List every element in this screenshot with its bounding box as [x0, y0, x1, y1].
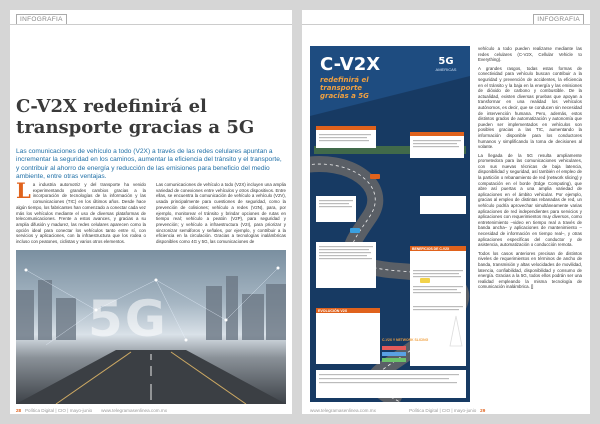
infographic-poster [310, 46, 470, 402]
road-5g-photo [16, 250, 286, 404]
left-footer [16, 408, 167, 413]
box-network-title: C-V2X Y NETWORK SLICING [382, 338, 429, 342]
logo-5g: 5G [438, 56, 454, 67]
right-para-3: La llegada de la 5G resulta ampliamente prometedora para las comunicaciones vehiculares, con sus nuevas técnicas de baja latencia, disponibilidad y seguridad, así también el empleo de la partición o rebanamiento de red (network slicing) y computación en el borde (Edge Computing), que abre así puertas a una amplia variedad de aplicaciones en el ámbito vehicular. Por ejemplo, gracias al empleo de distintas rebanadas de red, un vehículo podría aprovechar simultáneamente varias aplicaciones de red independientes para servicios y aplicaciones con requerimientos muy diversos, como entretenimiento –video en tiempo real a través de banda ancha– y aplicaciones de mantenimiento –necesidad de información en tiempo real–, y otras aplicaciones específicas del conductor y de asistencia, automatización o conducción remota. [478, 152, 582, 248]
footer-url-right: www.telegramasenlinea.com.mx [310, 408, 376, 413]
box-beneficios-title: BENEFICIOS DE C-V2X [412, 247, 450, 251]
body-column-2: Las comunicaciones de vehículo a todo (V2X) incluyen una amplia variedad de conexiones entre vehículos y otros dispositivos. Entre ellas, se encuentra la comunicación de vehículo a vehículo (V2V), usada principalmente para cuestiones de seguridad, como la prevención de colisiones; vehículo a redes (V2N), para, por ejemplo, monitorear el tránsito y brindar opciones de rutas en tiempo real; vehículo a peatón (V2P), para seguridad y prevención; y vehículo a infraestructura (V2I), para priorizar y sincronizar semáforos y señales, por ejemplo, y contribuir a la eficiencia en la circulación. Gracias a tecnologías inalámbricas disponibles como 4G y 5G, las comunicaciones de [156, 182, 286, 245]
right-para-4: Todos los casos anteriores precisan de distintos niveles de requerimientos en términos de ancho de banda, transmisión y altas velocidades de movilidad, latencia, confiabilidad, disponibilidad y consumo de energía. Gracias a la 5G, todos ellos podrán ser una realidad empleando la misma tecnología de comunicación inalámbrica. [] [478, 250, 582, 290]
right-page [302, 10, 590, 414]
right-para-2: A grandes rasgos, todas estas formas de conectividad para vehículo buscan contribuir a la seguridad y prevención de accidentes, la eficiencia en el tránsito y la baja en la energía y las emisiones de dióxido de carbono y combustible. De la actualidad, existen diversas pruebas que apoyan a transformar en una realidad los vehículos autónomos, es decir, que se conducen sin necesidad de intervención humana. Pero, además, estos distintos grados de automatización y autonomía que pueden ser implementados en vehículos son posibles gracias a las TIC, aumentando la información disponible para los conductores humanos y simplificando la toma de decisiones al volante. [478, 65, 582, 150]
body-column-1 [16, 178, 146, 245]
dropcap: L [16, 178, 31, 203]
top-rule [10, 24, 292, 25]
footer-url: www.telegramasenlinea.com.mx [101, 408, 168, 413]
right-footer [310, 408, 485, 413]
page-number-right: 29 [480, 408, 486, 413]
page-title: C-V2X redefinirá el transporte gracias a 5G [16, 96, 255, 138]
body-column-1-text: a industria automotriz y del transporte ha venido experimentando grandes cambios gracias a la incorporación de tecnologías de la información y las comunicaciones (TIC) en los últimos años. Desde hace algún tiempo, los fabricantes han comenzado a conectar cada vez más los vehículos mediante el uso de diversas plataformas de telecomunicaciones. Frente a estos avances, y gracias a su amplia difusión y madurez, las redes celulares aparecen como la opción ideal para conectar los vehículos tanto entre sí, con servicios y aplicaciones, con la infraestructura que los rodea o incluso con peatones, ciclistas y varios otros elementos. [16, 182, 146, 245]
5g-americas-logo [428, 56, 464, 72]
photo-5g-text: 5G [88, 290, 168, 348]
right-para-1: vehículo a todo pueden realizarse mediante las redes celulares (C-V2X, Cellular Vehicle to Everything). [478, 46, 582, 63]
lead-paragraph: Las comunicaciones de vehículo a todo (V2X) a través de las redes celulares apuntan a incrementar la seguridad en los caminos, aumentar la eficiencia del tránsito y el transporte, y contribuir al ahorro de energía y reducción de las emisiones para beneficio del medio ambiente, entre otras ventajas. [16, 148, 282, 180]
poster-subtitle: redefinirá el transporte gracias a 5G [320, 76, 369, 100]
section-tag-right: INFOGRAFIA [533, 14, 584, 25]
top-rule-right [302, 24, 590, 25]
logo-americas: AMERICAS [435, 67, 457, 72]
poster-title: C-V2X [320, 54, 381, 75]
footer-publication-right: Política Digital | CIO | mayo-junio [409, 408, 477, 413]
footer-publication: Política Digital | CIO | mayo-junio [24, 408, 93, 413]
left-page [10, 10, 292, 414]
page-number-left: 28 [16, 408, 22, 413]
section-tag: INFOGRAFIA [16, 14, 67, 25]
right-body-column [478, 46, 582, 290]
box-evolucion-title: EVOLUCIÓN V2X [318, 309, 348, 313]
